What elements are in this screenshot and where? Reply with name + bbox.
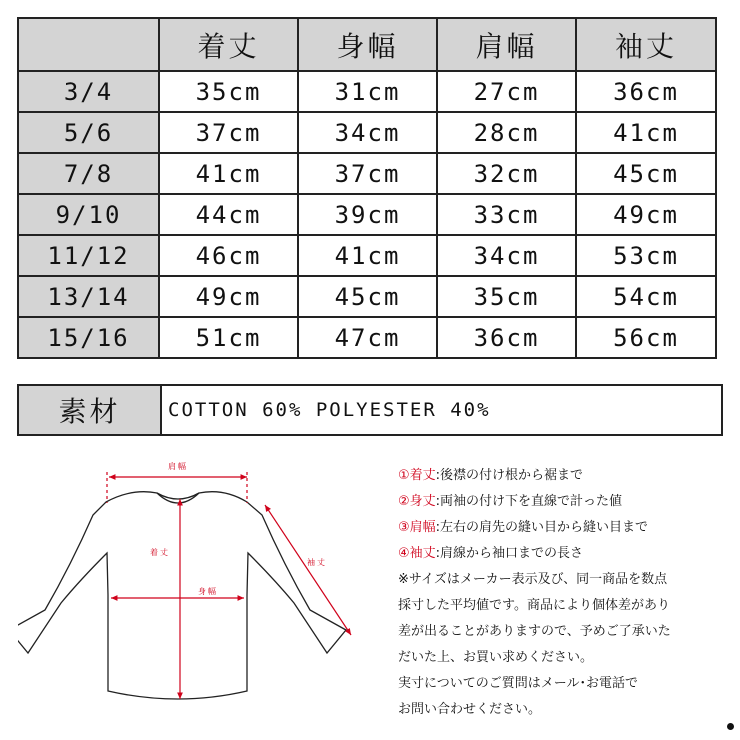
header-cell: 袖丈: [576, 18, 716, 71]
table-row: [18, 112, 716, 153]
size-table-header-row: [18, 18, 716, 71]
size-value: 51cm: [159, 317, 298, 358]
size-value: 49cm: [576, 194, 716, 235]
note-item: [398, 463, 728, 489]
table-row: [18, 276, 716, 317]
size-value: 39cm: [298, 194, 437, 235]
size-value: 45cm: [298, 276, 437, 317]
disclaimer-line: お問い合わせください。: [398, 702, 542, 717]
table-row: [18, 194, 716, 235]
size-value: 33cm: [437, 194, 576, 235]
size-label: 3/4: [18, 71, 159, 112]
note-item: [398, 515, 728, 541]
note-item: [398, 489, 728, 515]
note-key: ①着丈: [398, 468, 436, 483]
size-label: 5/6: [18, 112, 159, 153]
size-value: 36cm: [437, 317, 576, 358]
note-text: :両袖の付け下を直線で計った値: [435, 494, 623, 509]
note-key: ④袖丈: [398, 546, 436, 561]
size-value: 44cm: [159, 194, 298, 235]
disclaimer-line: だいた上、お買い求めください。: [398, 650, 594, 665]
header-corner-cell: [18, 18, 159, 71]
garment-measurement-diagram: [18, 455, 368, 725]
header-cell: 身幅: [298, 18, 437, 71]
size-value: 45cm: [576, 153, 716, 194]
shoulder-label: 肩幅: [168, 462, 188, 471]
size-label: 11/12: [18, 235, 159, 276]
size-value: 34cm: [298, 112, 437, 153]
measurement-notes: [398, 463, 728, 723]
header-cell: 肩幅: [437, 18, 576, 71]
size-value: 34cm: [437, 235, 576, 276]
size-value: 46cm: [159, 235, 298, 276]
size-value: 31cm: [298, 71, 437, 112]
note-text: :肩線から袖口までの長さ: [435, 546, 584, 561]
note-key: ③肩幅: [398, 520, 436, 535]
disclaimer-line: 実寸についてのご質問はメール･お電話で: [398, 676, 638, 691]
disclaimer-line: 採寸した平均値です。商品により個体差があり: [398, 598, 670, 613]
size-value: 35cm: [159, 71, 298, 112]
size-value: 56cm: [576, 317, 716, 358]
size-value: 54cm: [576, 276, 716, 317]
sleeve-label: 袖丈: [307, 558, 327, 567]
shirt-outline-icon: [18, 492, 346, 699]
disclaimer-line: 差が出ることがありますので、予めご了承いた: [398, 624, 671, 639]
table-row: [18, 153, 716, 194]
size-value: 37cm: [159, 112, 298, 153]
note-text: :左右の肩先の縫い目から縫い目まで: [435, 520, 649, 535]
size-value: 47cm: [298, 317, 437, 358]
size-label: 13/14: [18, 276, 159, 317]
width-label: 身幅: [198, 587, 218, 596]
size-value: 41cm: [298, 235, 437, 276]
length-label: 着丈: [150, 548, 170, 557]
size-value: 28cm: [437, 112, 576, 153]
size-label: 7/8: [18, 153, 159, 194]
size-value: 41cm: [159, 153, 298, 194]
table-row: [18, 71, 716, 112]
size-value: 27cm: [437, 71, 576, 112]
table-row: [18, 317, 716, 358]
note-text: :後襟の付け根から裾まで: [435, 468, 584, 483]
size-value: 37cm: [298, 153, 437, 194]
size-label: 9/10: [18, 194, 159, 235]
size-label: 15/16: [18, 317, 159, 358]
material-value: COTTON 60% POLYESTER 40%: [168, 399, 491, 421]
size-value: 36cm: [576, 71, 716, 112]
size-value: 32cm: [437, 153, 576, 194]
size-value: 35cm: [437, 276, 576, 317]
size-value: 49cm: [159, 276, 298, 317]
size-table: [17, 17, 717, 359]
material-label: 素材: [19, 386, 162, 434]
corner-dot: [727, 723, 734, 730]
measurement-lines: [107, 472, 351, 699]
size-value: 41cm: [576, 112, 716, 153]
size-value: 53cm: [576, 235, 716, 276]
disclaimer-line: ※サイズはメーカー表示及び、同一商品を数点: [398, 572, 668, 587]
sleeve-line: [265, 505, 351, 635]
note-item: [398, 541, 728, 567]
material-row: [17, 384, 723, 436]
note-key: ②身丈: [398, 494, 436, 509]
header-cell: 着丈: [159, 18, 298, 71]
table-row: [18, 235, 716, 276]
